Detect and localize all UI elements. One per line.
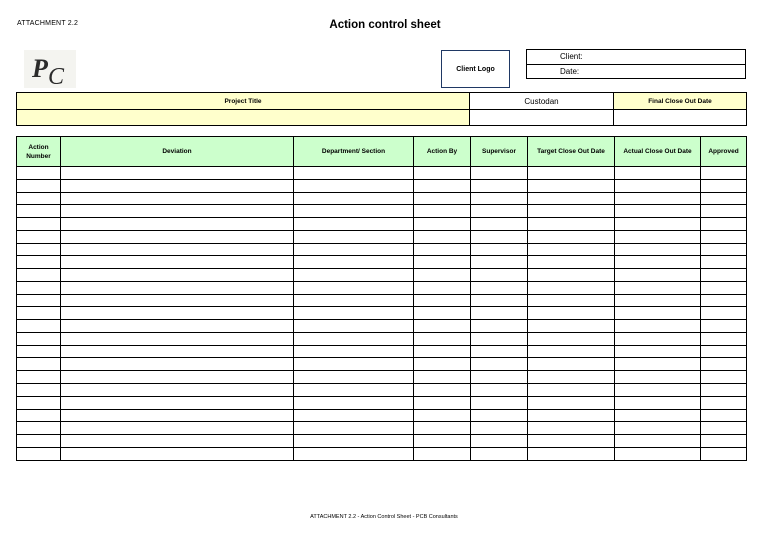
table-cell[interactable] <box>61 307 294 320</box>
table-row <box>17 422 747 435</box>
table-row <box>17 294 747 307</box>
table-row <box>17 256 747 269</box>
table-cell[interactable] <box>61 192 294 205</box>
table-cell[interactable] <box>414 218 471 231</box>
table-cell[interactable] <box>615 332 701 345</box>
table-cell[interactable] <box>701 422 747 435</box>
table-cell[interactable] <box>61 422 294 435</box>
table-cell[interactable] <box>528 447 615 460</box>
table-cell[interactable] <box>528 409 615 422</box>
table-cell[interactable] <box>528 192 615 205</box>
table-cell[interactable] <box>471 358 528 371</box>
table-cell[interactable] <box>17 332 61 345</box>
table-cell[interactable] <box>528 332 615 345</box>
table-cell[interactable] <box>615 345 701 358</box>
column-header-action-by: Action By <box>414 137 471 167</box>
table-cell[interactable] <box>528 281 615 294</box>
table-cell[interactable] <box>471 294 528 307</box>
table-cell[interactable] <box>471 409 528 422</box>
table-cell[interactable] <box>61 384 294 397</box>
table-cell[interactable] <box>701 167 747 180</box>
table-cell[interactable] <box>701 307 747 320</box>
table-cell[interactable] <box>61 320 294 333</box>
table-cell[interactable] <box>61 371 294 384</box>
table-cell[interactable] <box>615 371 701 384</box>
table-cell[interactable] <box>471 332 528 345</box>
table-cell[interactable] <box>471 422 528 435</box>
table-cell[interactable] <box>61 345 294 358</box>
table-cell[interactable] <box>615 205 701 218</box>
table-cell[interactable] <box>17 435 61 448</box>
table-cell[interactable] <box>414 256 471 269</box>
table-cell[interactable] <box>414 205 471 218</box>
column-header-target-close-out-date: Target Close Out Date <box>528 137 615 167</box>
table-cell[interactable] <box>17 192 61 205</box>
table-cell[interactable] <box>701 320 747 333</box>
table-cell[interactable] <box>471 230 528 243</box>
table-cell[interactable] <box>701 179 747 192</box>
table-cell[interactable] <box>528 345 615 358</box>
table-cell[interactable] <box>17 307 61 320</box>
table-cell[interactable] <box>414 243 471 256</box>
table-cell[interactable] <box>61 230 294 243</box>
table-cell[interactable] <box>701 384 747 397</box>
table-cell[interactable] <box>528 358 615 371</box>
table-cell[interactable] <box>61 218 294 231</box>
table-cell[interactable] <box>61 294 294 307</box>
table-cell[interactable] <box>471 384 528 397</box>
table-cell[interactable] <box>528 269 615 282</box>
table-cell[interactable] <box>701 435 747 448</box>
table-row <box>17 371 747 384</box>
custodan-header: Custodan <box>470 93 614 110</box>
table-cell[interactable] <box>528 243 615 256</box>
client-field[interactable]: Client: <box>527 50 746 65</box>
table-cell[interactable] <box>414 435 471 448</box>
table-cell[interactable] <box>414 358 471 371</box>
table-cell[interactable] <box>471 447 528 460</box>
table-cell[interactable] <box>615 294 701 307</box>
table-cell[interactable] <box>414 192 471 205</box>
table-cell[interactable] <box>528 384 615 397</box>
column-header-deviation: Deviation <box>61 137 294 167</box>
table-cell[interactable] <box>701 294 747 307</box>
table-cell[interactable] <box>17 345 61 358</box>
table-row <box>17 179 747 192</box>
table-cell[interactable] <box>471 320 528 333</box>
table-cell[interactable] <box>471 192 528 205</box>
table-cell[interactable] <box>701 409 747 422</box>
table-cell[interactable] <box>61 243 294 256</box>
table-row <box>17 396 747 409</box>
table-cell[interactable] <box>17 384 61 397</box>
table-cell[interactable] <box>615 422 701 435</box>
table-cell[interactable] <box>61 396 294 409</box>
table-cell[interactable] <box>528 371 615 384</box>
table-cell[interactable] <box>17 167 61 180</box>
final-close-out-date-header: Final Close Out Date <box>614 93 747 110</box>
table-cell[interactable] <box>471 205 528 218</box>
table-cell[interactable] <box>294 358 414 371</box>
table-cell[interactable] <box>615 320 701 333</box>
table-cell[interactable] <box>17 256 61 269</box>
table-cell[interactable] <box>61 269 294 282</box>
table-row <box>17 269 747 282</box>
table-cell[interactable] <box>414 384 471 397</box>
table-cell[interactable] <box>17 447 61 460</box>
table-row <box>17 345 747 358</box>
custodan-field[interactable] <box>470 110 614 126</box>
table-cell[interactable] <box>701 218 747 231</box>
table-cell[interactable] <box>615 256 701 269</box>
table-cell[interactable] <box>471 179 528 192</box>
table-cell[interactable] <box>294 345 414 358</box>
table-cell[interactable] <box>414 179 471 192</box>
table-cell[interactable] <box>61 281 294 294</box>
table-cell[interactable] <box>61 435 294 448</box>
table-row <box>17 192 747 205</box>
table-row <box>17 320 747 333</box>
table-cell[interactable] <box>528 230 615 243</box>
table-cell[interactable] <box>414 281 471 294</box>
table-cell[interactable] <box>471 269 528 282</box>
table-header-row <box>17 137 747 167</box>
table-cell[interactable] <box>471 307 528 320</box>
table-cell[interactable] <box>17 409 61 422</box>
table-cell[interactable] <box>294 422 414 435</box>
project-title-header: Project Title <box>17 93 470 110</box>
table-cell[interactable] <box>528 435 615 448</box>
table-cell[interactable] <box>294 384 414 397</box>
table-row <box>17 384 747 397</box>
client-logo-box <box>441 50 510 88</box>
table-cell[interactable] <box>294 320 414 333</box>
table-cell[interactable] <box>701 269 747 282</box>
table-cell[interactable] <box>294 332 414 345</box>
table-row <box>17 307 747 320</box>
table-cell[interactable] <box>615 243 701 256</box>
table-cell[interactable] <box>528 218 615 231</box>
table-cell[interactable] <box>17 205 61 218</box>
table-cell[interactable] <box>61 332 294 345</box>
table-cell[interactable] <box>414 332 471 345</box>
table-cell[interactable] <box>615 447 701 460</box>
table-cell[interactable] <box>414 371 471 384</box>
table-row <box>17 218 747 231</box>
column-header-actual-close-out-date: Actual Close Out Date <box>615 137 701 167</box>
table-cell[interactable] <box>615 409 701 422</box>
table-cell[interactable] <box>414 269 471 282</box>
table-cell[interactable] <box>471 243 528 256</box>
company-logo <box>24 50 76 88</box>
table-row <box>17 447 747 460</box>
table-cell[interactable] <box>61 409 294 422</box>
table-cell[interactable] <box>471 345 528 358</box>
table-cell[interactable] <box>294 447 414 460</box>
attachment-label: ATTACHMENT 2.2 <box>17 20 79 27</box>
table-cell[interactable] <box>294 192 414 205</box>
table-cell[interactable] <box>294 371 414 384</box>
table-cell[interactable] <box>701 256 747 269</box>
table-cell[interactable] <box>294 205 414 218</box>
table-cell[interactable] <box>414 307 471 320</box>
table-cell[interactable] <box>17 320 61 333</box>
action-table <box>16 136 747 461</box>
table-cell[interactable] <box>17 396 61 409</box>
table-cell[interactable] <box>294 243 414 256</box>
table-cell[interactable] <box>414 294 471 307</box>
date-field[interactable]: Date: <box>527 64 746 79</box>
table-cell[interactable] <box>61 179 294 192</box>
table-cell[interactable] <box>294 396 414 409</box>
column-header-department-section: Department/ Section <box>294 137 414 167</box>
table-cell[interactable] <box>528 396 615 409</box>
table-row <box>17 435 747 448</box>
table-cell[interactable] <box>61 358 294 371</box>
column-header-approved: Approved <box>701 137 747 167</box>
table-cell[interactable] <box>294 409 414 422</box>
table-cell[interactable] <box>701 281 747 294</box>
table-cell[interactable] <box>17 230 61 243</box>
table-cell[interactable] <box>414 447 471 460</box>
table-cell[interactable] <box>17 294 61 307</box>
table-cell[interactable] <box>294 435 414 448</box>
table-cell[interactable] <box>528 320 615 333</box>
table-cell[interactable] <box>615 281 701 294</box>
column-header-supervisor: Supervisor <box>471 137 528 167</box>
table-cell[interactable] <box>471 167 528 180</box>
table-cell[interactable] <box>528 307 615 320</box>
table-cell[interactable] <box>294 269 414 282</box>
table-cell[interactable] <box>615 384 701 397</box>
table-cell[interactable] <box>615 396 701 409</box>
table-cell[interactable] <box>17 422 61 435</box>
table-cell[interactable] <box>615 230 701 243</box>
table-row <box>17 281 747 294</box>
table-cell[interactable] <box>294 294 414 307</box>
table-cell[interactable] <box>17 358 61 371</box>
table-cell[interactable] <box>701 447 747 460</box>
table-cell[interactable] <box>471 396 528 409</box>
table-cell[interactable] <box>294 256 414 269</box>
table-cell[interactable] <box>414 422 471 435</box>
table-cell[interactable] <box>294 281 414 294</box>
table-cell[interactable] <box>528 256 615 269</box>
table-cell[interactable] <box>701 243 747 256</box>
table-cell[interactable] <box>17 371 61 384</box>
column-header-action-number: Action Number <box>17 137 61 167</box>
table-cell[interactable] <box>701 230 747 243</box>
table-cell[interactable] <box>294 230 414 243</box>
table-cell[interactable] <box>61 167 294 180</box>
table-cell[interactable] <box>701 345 747 358</box>
table-cell[interactable] <box>17 243 61 256</box>
table-cell[interactable] <box>61 447 294 460</box>
table-cell[interactable] <box>615 167 701 180</box>
table-cell[interactable] <box>294 167 414 180</box>
table-row <box>17 409 747 422</box>
table-row <box>17 205 747 218</box>
project-table <box>16 92 747 126</box>
table-cell[interactable] <box>17 179 61 192</box>
table-cell[interactable] <box>528 205 615 218</box>
table-cell[interactable] <box>471 371 528 384</box>
table-cell[interactable] <box>414 396 471 409</box>
table-cell[interactable] <box>61 256 294 269</box>
table-body <box>17 167 747 461</box>
table-row <box>17 230 747 243</box>
client-logo-label: Client Logo <box>456 65 495 73</box>
final-close-out-date-field[interactable] <box>614 110 747 126</box>
table-cell[interactable] <box>701 332 747 345</box>
table-cell[interactable] <box>615 179 701 192</box>
table-cell[interactable] <box>615 307 701 320</box>
page-title: Action control sheet <box>329 19 441 31</box>
table-cell[interactable] <box>414 167 471 180</box>
table-row <box>17 243 747 256</box>
table-row <box>17 332 747 345</box>
table-row <box>17 167 747 180</box>
table-cell[interactable] <box>414 320 471 333</box>
table-cell[interactable] <box>471 256 528 269</box>
table-cell[interactable] <box>17 281 61 294</box>
table-cell[interactable] <box>615 358 701 371</box>
project-title-field[interactable] <box>17 110 470 126</box>
table-cell[interactable] <box>528 294 615 307</box>
table-cell[interactable] <box>701 371 747 384</box>
table-cell[interactable] <box>701 396 747 409</box>
table-cell[interactable] <box>528 179 615 192</box>
footer-text: ATTACHMENT 2.2 - Action Control Sheet - PCB Consultants <box>310 514 458 520</box>
table-cell[interactable] <box>414 409 471 422</box>
table-row <box>17 358 747 371</box>
client-date-table <box>526 49 746 79</box>
table-cell[interactable] <box>615 269 701 282</box>
table-cell[interactable] <box>701 205 747 218</box>
table-cell[interactable] <box>528 167 615 180</box>
table-cell[interactable] <box>471 218 528 231</box>
table-cell[interactable] <box>414 345 471 358</box>
table-cell[interactable] <box>294 307 414 320</box>
table-cell[interactable] <box>17 269 61 282</box>
table-cell[interactable] <box>528 422 615 435</box>
table-cell[interactable] <box>294 218 414 231</box>
table-cell[interactable] <box>615 218 701 231</box>
table-cell[interactable] <box>471 435 528 448</box>
table-cell[interactable] <box>17 218 61 231</box>
table-cell[interactable] <box>615 192 701 205</box>
table-cell[interactable] <box>701 192 747 205</box>
table-cell[interactable] <box>701 358 747 371</box>
table-cell[interactable] <box>615 435 701 448</box>
logo-letter-p: P <box>32 54 48 83</box>
table-cell[interactable] <box>414 230 471 243</box>
logo-letter-c: C <box>48 64 65 88</box>
table-cell[interactable] <box>294 179 414 192</box>
table-cell[interactable] <box>61 205 294 218</box>
table-cell[interactable] <box>471 281 528 294</box>
